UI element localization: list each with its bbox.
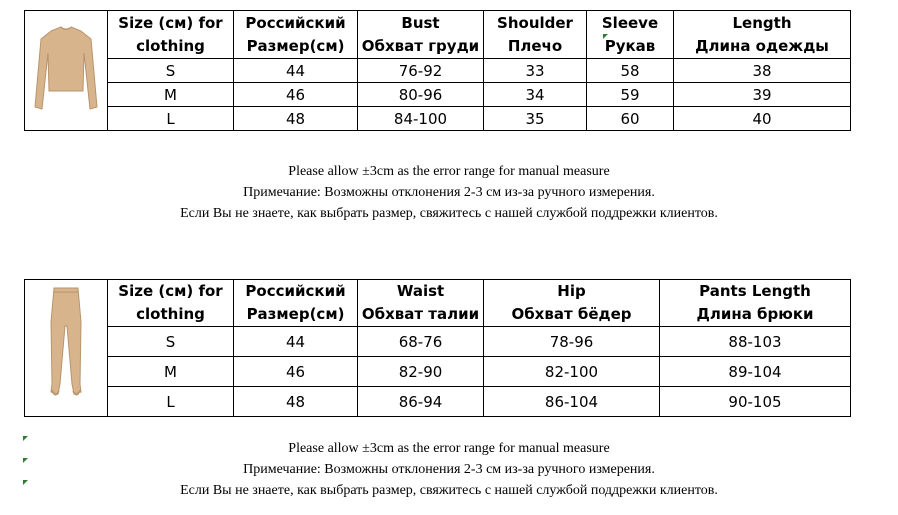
cell-sleeve: 58 (587, 59, 674, 83)
cell-marker-icon (603, 34, 608, 39)
crop-top-icon (31, 17, 101, 117)
cell-ru-size: 48 (234, 107, 358, 131)
cell-length: 40 (674, 107, 851, 131)
cell-hip: 82-100 (484, 357, 660, 387)
cell-waist: 82-90 (358, 357, 484, 387)
cell-length: 39 (674, 83, 851, 107)
cell-size: L (108, 107, 234, 131)
header-size: Size (см) for clothing (108, 11, 234, 59)
table-row (25, 107, 851, 131)
cell-sleeve: 59 (587, 83, 674, 107)
top-garment-image (25, 11, 108, 131)
top-size-table (24, 10, 851, 131)
pants-table-header-row (25, 280, 851, 327)
measurement-note-bottom (0, 438, 898, 501)
table-row (25, 327, 851, 357)
top-table-header-row (25, 11, 851, 59)
cell-size: S (108, 327, 234, 357)
header-waist: Waist Обхват талии (358, 280, 484, 327)
note-line-support: Если Вы не знаете, как выбрать размер, свяжитесь с нашей службой поддрежки клиентов. (180, 483, 718, 498)
note-line-support: Если Вы не знаете, как выбрать размер, свяжитесь с нашей службой поддрежки клиентов. (180, 206, 718, 221)
header-hip: Hip Обхват бёдер (484, 280, 660, 327)
note-line-ru: Примечание: Возможны отклонения 2-3 см из-за ручного измерения. (243, 462, 655, 477)
cell-bust: 80-96 (358, 83, 484, 107)
table-row (25, 59, 851, 83)
cell-pants-length: 89-104 (660, 357, 851, 387)
pants-garment-image (25, 280, 108, 417)
cell-pants-length: 88-103 (660, 327, 851, 357)
table-row (25, 387, 851, 417)
cell-ru-size: 46 (234, 83, 358, 107)
table-row (25, 357, 851, 387)
cell-length: 38 (674, 59, 851, 83)
header-length: Length Длина одежды (674, 11, 851, 59)
header-pants-length: Pants Length Длина брюки (660, 280, 851, 327)
header-bust: Bust Обхват груди (358, 11, 484, 59)
cell-shoulder: 34 (484, 83, 587, 107)
cell-waist: 86-94 (358, 387, 484, 417)
cell-size: M (108, 83, 234, 107)
cell-ru-size: 46 (234, 357, 358, 387)
cell-ru-size: 44 (234, 327, 358, 357)
cell-ru-size: 44 (234, 59, 358, 83)
cell-ru-size: 48 (234, 387, 358, 417)
cell-shoulder: 35 (484, 107, 587, 131)
header-ru-size: Российский Размер(см) (234, 280, 358, 327)
table-row (25, 83, 851, 107)
pants-size-table (24, 279, 851, 417)
note-line-en: Please allow ±3cm as the error range for manual measure (288, 441, 610, 456)
cell-bust: 84-100 (358, 107, 484, 131)
cell-hip: 86-104 (484, 387, 660, 417)
cell-size: L (108, 387, 234, 417)
header-ru-size: Российский Размер(см) (234, 11, 358, 59)
cell-sleeve: 60 (587, 107, 674, 131)
note-line-en: Please allow ±3cm as the error range for manual measure (288, 164, 610, 179)
cell-pants-length: 90-105 (660, 387, 851, 417)
note-line-ru: Примечание: Возможны отклонения 2-3 см из-за ручного измерения. (243, 185, 655, 200)
cell-size: M (108, 357, 234, 387)
header-size: Size (см) for clothing (108, 280, 234, 327)
header-shoulder: Shoulder Плечо (484, 11, 587, 59)
cell-shoulder: 33 (484, 59, 587, 83)
cell-bust: 76-92 (358, 59, 484, 83)
measurement-note-top (0, 161, 898, 224)
cell-hip: 78-96 (484, 327, 660, 357)
cell-size: S (108, 59, 234, 83)
pants-icon (36, 282, 96, 407)
cell-waist: 68-76 (358, 327, 484, 357)
header-sleeve: Sleeve Рукав (587, 11, 674, 59)
